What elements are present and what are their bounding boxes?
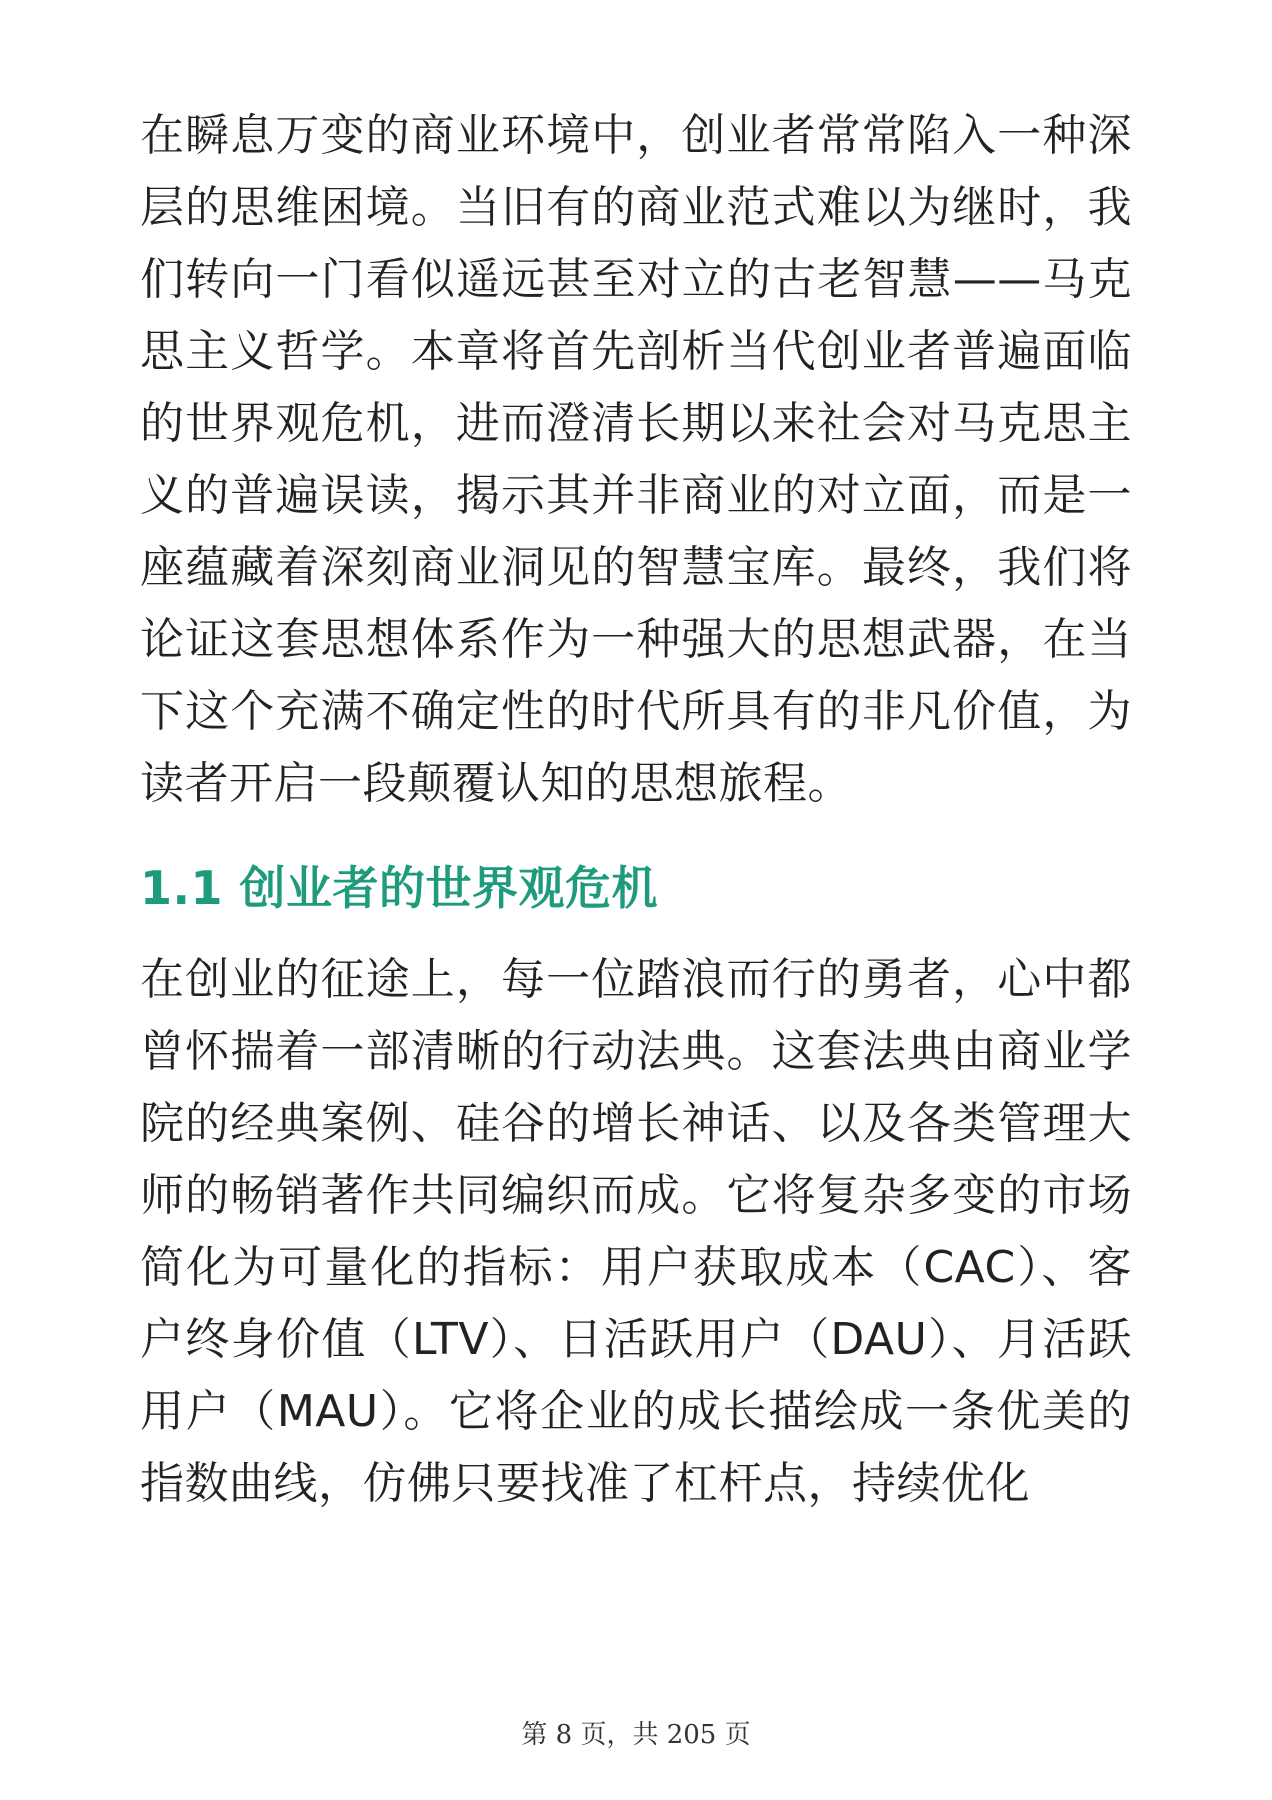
section-heading: 1.1 创业者的世界观危机 — [140, 861, 659, 915]
section-paragraph: 在创业的征途上，每一位踏浪而行的勇者，心中都曾怀揣着一部清晰的行动法典。这套法典由商业学院的经典案例、硅谷的增长神话、以及各类管理大师的畅销著作共同编织而成。它将复杂多变的市场简化为可量化的指标：用户获取成本（CAC）、客户终身价值（LTV）、日活跃用户（DAU）、月活跃用户（MAU）。它将企业的成长描绘成一条优美的指数曲线，仿佛只要找准了杠杆点，持续优化 — [140, 954, 1132, 1509]
document-page — [140, 100, 1132, 1520]
intro-paragraph: 在瞬息万变的商业环境中，创业者常常陷入一种深层的思维困境。当旧有的商业范式难以为继时，我们转向一门看似遥远甚至对立的古老智慧——马克思主义哲学。本章将首先剖析当代创业者普遍面临的世界观危机，进而澄清长期以来社会对马克思主义的普遍误读，揭示其并非商业的对立面，而是一座蕴藏着深刻商业洞见的智慧宝库。最终，我们将论证这套思想体系作为一种强大的思想武器，在当下这个充满不确定性的时代所具有的非凡价值，为读者开启一段颠覆认知的思想旅程。 — [140, 110, 1132, 809]
page-number: 第 8 页，共 205 页 — [521, 1720, 751, 1750]
